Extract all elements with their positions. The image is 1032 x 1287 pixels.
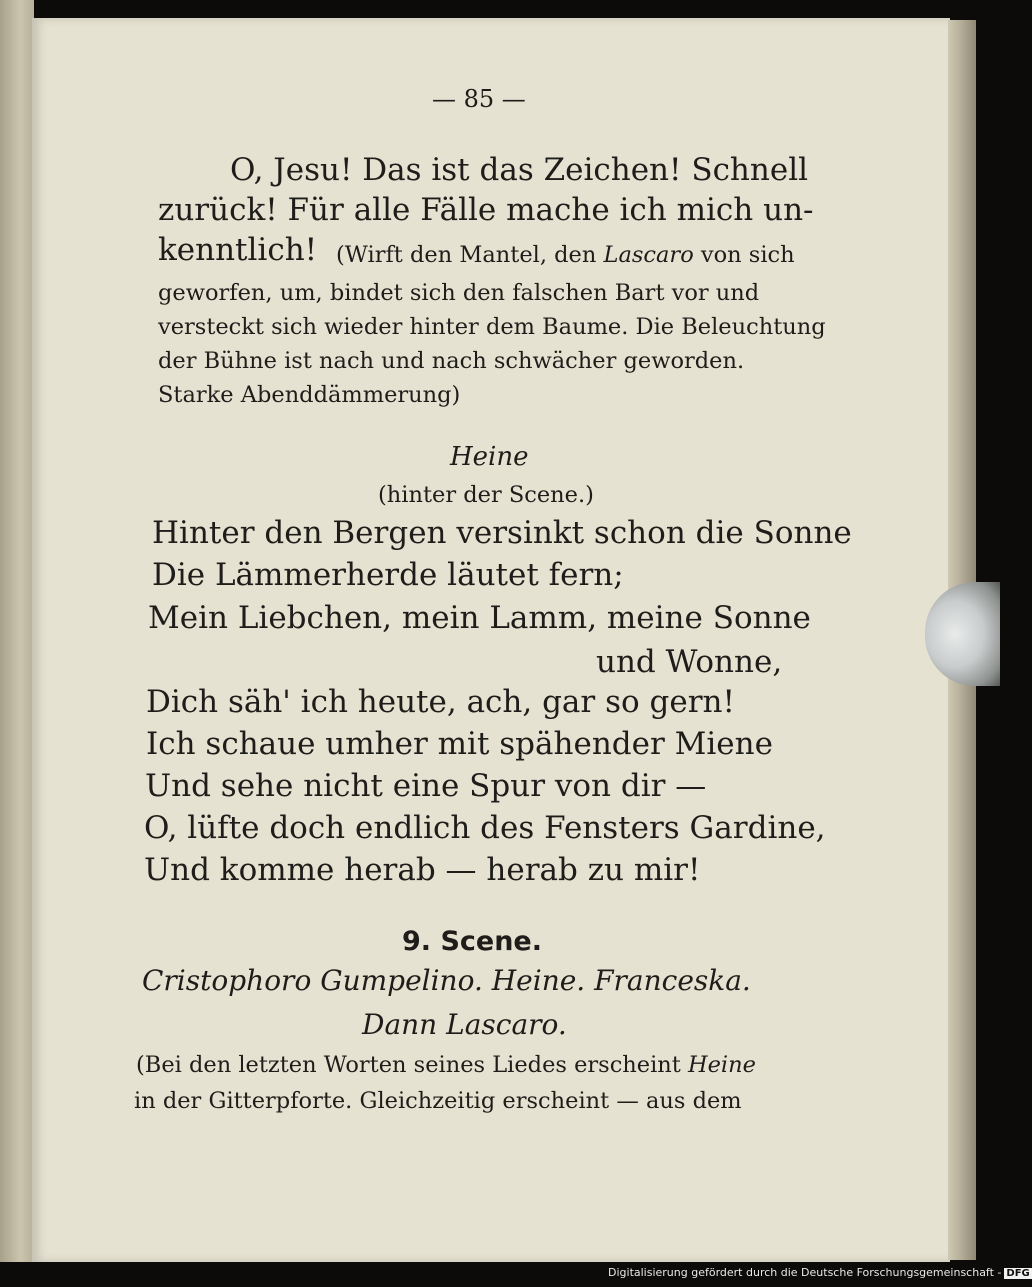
character-name: Lascaro [603,242,694,268]
poem-line: und Wonne, [596,644,783,680]
stage-direction-line: (Wirft den Mantel, den Lascaro von sich [336,242,795,268]
paragraph-line: zurück! Für alle Fälle mache ich mich un- [158,192,814,228]
stage-direction-line: in der Gitterpforte. Gleichzeitig erscheint — aus dem [134,1088,742,1114]
stage-direction-line: (Bei den letzten Worten seines Liedes erscheint Heine [136,1052,756,1078]
page-number: — 85 — [432,85,526,113]
scene-heading: 9. Scene. [402,926,542,957]
poem-line: O, lüfte doch endlich des Fensters Gardine, [144,810,826,846]
speaker-note: (hinter der Scene.) [378,482,594,508]
character-name: Heine [688,1052,756,1078]
stage-direction-line: versteckt sich wieder hinter dem Baume. Die Beleuchtung [158,314,826,340]
paragraph-line: O, Jesu! Das ist das Zeichen! Schnell [230,152,809,188]
stage-direction-line: geworfen, um, bindet sich den falschen Bart vor und [158,280,760,306]
poem-line: Dich säh' ich heute, ach, gar so gern! [146,684,735,720]
left-page-edge [0,0,34,1262]
poem-line: Und komme herab — herab zu mir! [144,852,701,888]
speaker-name: Heine [450,442,529,472]
stage-direction-line: der Bühne ist nach und nach schwächer geworden. [158,348,745,374]
dfg-logo: DFG [1006,1268,1030,1279]
paragraph-line: kenntlich! [158,232,318,268]
stage-direction-line: Starke Abenddämmerung) [158,382,461,408]
character-list: Cristophoro Gumpelino. Heine. Franceska. [142,964,751,997]
poem-line: Und sehe nicht eine Spur von dir — [145,768,707,804]
funding-footer: Digitalisierung gefördert durch die Deutsche Forschungsgemeinschaft - DFG [608,1266,1030,1279]
character-list: Dann Lascaro. [362,1008,567,1041]
poem-line: Die Lämmerherde läutet fern; [152,557,624,593]
poem-line: Mein Liebchen, mein Lamm, meine Sonne [148,600,811,636]
poem-line: Ich schaue umher mit spähender Miene [146,726,773,762]
poem-line: Hinter den Bergen versinkt schon die Sonne [152,515,852,551]
